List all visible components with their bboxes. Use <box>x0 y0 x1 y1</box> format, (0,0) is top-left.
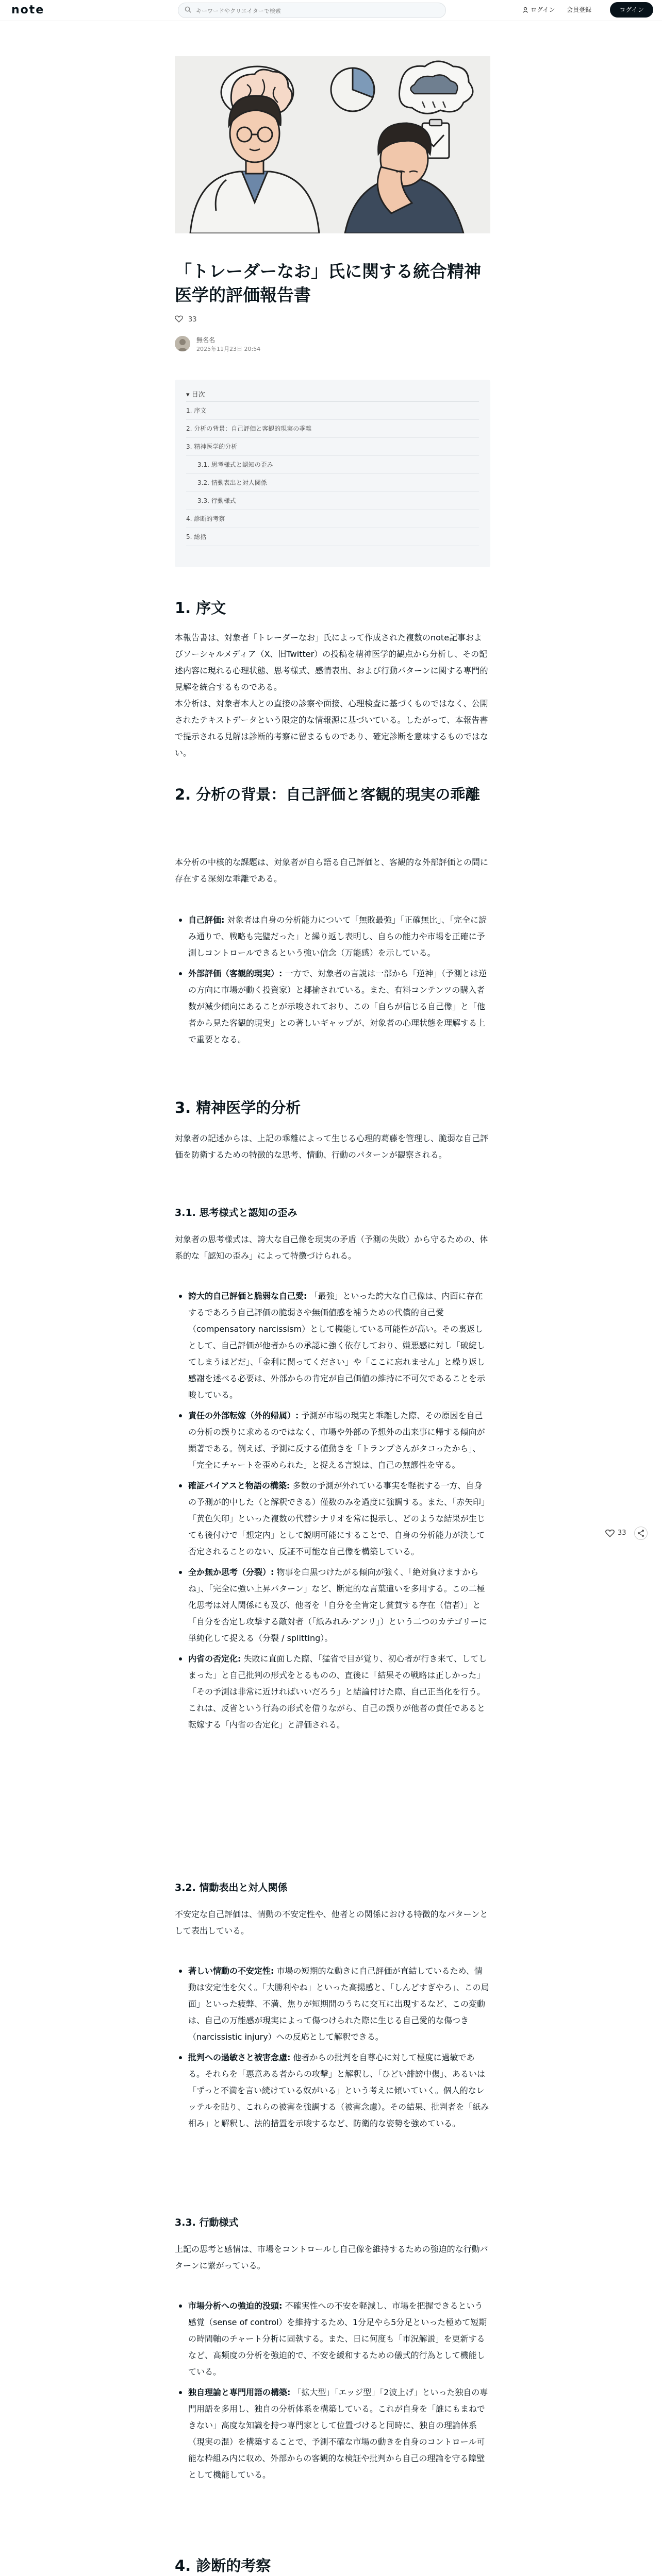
list-item <box>188 965 490 1048</box>
item-label: 外部評価（客観的現実）: <box>188 969 283 978</box>
search-input[interactable] <box>195 5 434 16</box>
top-bar <box>0 0 662 21</box>
item-text: 予測が市場の現実と乖離した際、その原因を自己の分析の誤りに求めるのではなく、市場や外部の予想外の出来事に帰する傾向が顕著である。例えば、予測に反する値動きを「トランプさんがタコったから」、「完全にチャートを歪められた」と捉える言説は、自己の無謬性を守る。 <box>188 1411 485 1470</box>
login-link[interactable] <box>522 5 555 14</box>
toc-heading-label: 目次 <box>191 391 205 399</box>
floating-like-bar <box>602 1523 648 1544</box>
like-count-value: 33 <box>188 316 197 324</box>
author-name[interactable]: 無名名 <box>196 336 216 344</box>
note-logo[interactable]: note <box>11 4 45 16</box>
avatar[interactable] <box>175 336 190 351</box>
list-item <box>188 1408 490 1473</box>
toc-item[interactable]: 1. 序文 <box>186 402 479 420</box>
item-text: 対象者は自身の分析能力について「無敗最強」「正確無比」、「完全に読み通りで、戦略も完璧だった」と繰り返し表明し、自らの能力や市場を正確に予測しコントロールできるという強い信念（万能感）を示している。 <box>188 915 487 958</box>
list-item <box>188 1288 490 1403</box>
like-heart-icon[interactable] <box>605 1529 615 1537</box>
toc-toggle-icon: ▾ <box>186 391 192 399</box>
item-label: 自己評価: <box>188 915 225 925</box>
item-label: 全か無か思考（分裂）: <box>188 1567 274 1577</box>
share-button[interactable] <box>634 1527 648 1540</box>
list-item <box>188 1963 490 2045</box>
item-text: 市場の短期的な動きに自己評価が直結しているため、情動は安定性を欠く。「大勝利やね」といった高揚感と、「しんどすぎやろ」、この局面」といった疲弊、不満、焦りが短期間のうちに交互に出現するなど、この変動は、自己の万能感が現実によって傷つけられた際に生じる自己愛的な傷つき（narcissistic injury）への反応として解釈できる。 <box>188 1966 489 2042</box>
section-heading: 1. 序文 <box>175 599 226 617</box>
start-button[interactable]: ログイン <box>610 2 653 18</box>
item-text: 不確実性への不安を軽減し、市場を把握できるという感覚（sense of control）を維持するため、1分足やら5分足といった極めて短期の時間軸のチャート分析に固執する。また、日に何度も「市況解説」を更新する など、高頻度の分析を強迫的で、不安を緩和するための儀式的行為として機能している。 <box>188 2301 487 2377</box>
hero-illustration <box>175 56 490 233</box>
floating-like-count: 33 <box>618 1529 626 1537</box>
login-label: ログイン <box>531 6 555 13</box>
paragraph: 対象者の思考様式は、誇大な自己像を現実の矛盾（予測の失敗）から守るための、体系的な「認知の歪み」によって特徴づけられる。 <box>175 1234 488 1261</box>
bullet-list <box>175 2298 490 2487</box>
paragraph: 本分析の中核的な課題は、対象者が自ら語る自己評価と、客観的な外部評価との間に存在する深刻な乖離である。 <box>175 857 489 884</box>
publish-date: 2025年11月23日 20:54 <box>196 346 261 352</box>
toc-item[interactable]: 5. 総括 <box>186 528 479 546</box>
item-label: 著しい情動の不安定性: <box>188 1966 274 1976</box>
article-title: 「トレーダーなお」氏に関する統合精神医学的評価報告書 <box>175 261 481 305</box>
list-item <box>188 1564 490 1647</box>
item-label: 責任の外部転嫁（外的帰属）: <box>188 1411 299 1420</box>
section-heading: 2. 分析の背景：自己評価と客観的現実の乖離 <box>175 786 481 803</box>
item-label: 独自理論と専門用語の構築: <box>188 2387 291 2397</box>
paragraph: 対象者の記述からは、上記の乖離によって生じる心理的葛藤を管理し、脆弱な自己評価を防衛するための特徴的な思考、情動、行動のパターンが観察される。 <box>175 1133 489 1160</box>
toc-item[interactable]: 4. 診断的考察 <box>186 510 479 528</box>
item-label: 確証バイアスと物語の構築: <box>188 1481 290 1490</box>
search-icon <box>185 6 191 13</box>
toc-item[interactable]: 3. 精神医学的分析 <box>186 438 479 456</box>
list-item <box>188 2384 490 2483</box>
item-label: 誇大的自己評価と脆弱な自己愛: <box>188 1291 307 1301</box>
toc-item[interactable]: 2. 分析の背景：自己評価と客観的現実の乖離 <box>186 420 479 438</box>
list-item <box>188 912 490 961</box>
toc-heading[interactable] <box>186 389 479 402</box>
item-text: 物事を白黒つけたがる傾向が強く、「絶対負けますからね」、「完全に強い上昇パターン」など、断定的な言葉遣いを多用する。この二極化思考は対人関係にも及び、他者を「自分を全肯定し賞賛する存在（信者）」と「自分を否定し攻撃する敵対者（「紙みれみ·アンリ」）という二つのカテゴリーに単純化して捉える（分裂 / splitting）。 <box>188 1567 487 1643</box>
list-item <box>188 2049 490 2132</box>
list-item <box>188 2298 490 2380</box>
bullet-list <box>175 1963 490 2136</box>
paragraph: 不安定な自己評価は、情動の不安定性や、他者との関係における特徴的なパターンとして表出している。 <box>175 1909 488 1936</box>
item-text: 他者からの批判を自尊心に対して極度に過敏である。それらを「悪意ある者からの攻撃」と解釈し、「ひどい誹謗中傷」、あるいは「ずっと不満を言い続けている奴がいる」という考えに傾いていく。個人的なレッテルを貼り、これらの被害を強調する（被害念慮）。その結果、批判者を「紙み相み」と解釈し、法的措置を示唆するなど、防衛的な姿勢を強めている。 <box>188 2053 489 2128</box>
list-item <box>188 1478 490 1560</box>
share-icon <box>635 1527 647 1539</box>
paragraph: 上記の思考と感情は、市場をコントロールし自己像を維持するための強迫的な行動パターンに繋がっている。 <box>175 2244 488 2270</box>
subsection-heading: 3.3. 行動様式 <box>175 2217 239 2228</box>
bullet-list <box>175 1288 490 1737</box>
item-text: 一方で、対象者の言説は一部から「逆神」（予測とは逆の方向に市場が動く投資家）と揶揄されている。また、有料コンテンツの購入者数が減少傾向にあることが示唆されており、この「自らが信じる自己像」と「他者から見た客観的現実」との著しいギャップが、対象者の心理状態を理解する上で重要となる。 <box>188 969 487 1044</box>
subsection-heading: 3.1. 思考様式と認知の歪み <box>175 1207 297 1218</box>
item-label: 批判への過敏さと被害念慮: <box>188 2053 291 2062</box>
item-text: 失敗に直面した際、「猛省で目が覚り、初心者が行き来て、してしまった」と自己批判の形式をとるものの、直後に「結果その戦略は正しかった」「その予測は非常に近ければいいだろう」と結論付けた際、自己正当化を行う。これは、反省という行為の形式を借りながら、自己の誤りが他者の責任であると転嫁する「内省の否定化」と評価される。 <box>188 1654 487 1730</box>
table-of-contents <box>175 380 490 567</box>
item-label: 内省の否定化: <box>188 1654 241 1664</box>
like-count[interactable] <box>175 315 197 324</box>
list-item <box>188 1651 490 1733</box>
bullet-list <box>175 912 490 1052</box>
search-box[interactable] <box>178 3 446 18</box>
toc-item[interactable]: 3.1. 思考様式と認知の歪み <box>186 456 479 474</box>
toc-item[interactable]: 3.2. 情動表出と対人関係 <box>186 474 479 492</box>
section-heading: 4. 診断的考察 <box>175 2557 271 2574</box>
toc-item[interactable]: 3.3. 行動様式 <box>186 492 479 510</box>
cloud-bubble-icon <box>400 61 473 113</box>
doctor-patient-illustration <box>175 56 490 233</box>
pie-chart-icon <box>331 68 374 111</box>
section-heading: 3. 精神医学的分析 <box>175 1099 301 1116</box>
author-block[interactable] <box>175 335 381 353</box>
paragraph: 本分析は、対象者本人との直接の診察や面接、心理検査に基づくものではなく、公開されたテキストデータという限定的な情報源に基づいている。したがって、本報告書で提示される見解は診断的考察に留まるものであり、確定診断を意味するものではない。 <box>175 699 489 758</box>
item-text: 「拡大型」「エッジ型」「2波上げ」といった独自の専門用語を多用し、独自の分析体系を構築している。これが自身を「誰にもまねできない」高度な知識を持つ専門家として位置づけると同時に、独自の理論体系（現実の混）を構築することで、予測不確な市場の動きを自身のコントロール可能な枠組み内に収め、外部からの客観的な検証や批判から自己の理論を守る障壁として機能している。 <box>188 2387 488 2480</box>
subsection-heading: 3.2. 情動表出と対人関係 <box>175 1882 288 1893</box>
item-text: 多数の予測が外れている事実を軽視する一方、自身の予測が的中した（と解釈できる）僅数のみを過度に強調する。また、「赤矢印」「黄色矢印」といった複数の代替シナリオを常に提示し、どのような結果が生じても後付けで「想定内」として説明可能にすることで、自身の分析能力が決して否定されることのない、反証不可能な自己像を構築している。 <box>188 1481 490 1556</box>
heart-icon <box>175 315 183 323</box>
item-text: 「最強」といった誇大な自己像は、内面に存在するであろう自己評価の脆弱さや無価値感を補うための代償的自己愛（compensatory narcissism）として機能している可能性が高い。その裏返しとして、自己評価が他者からの承認に強く依存しており、嫌悪感に対し「破綻してしまうほどだ」、「金利に関ってください」や「ここに忘れません」と繰り返し感謝を述べる必要は、外部からの肯定が自己価値の維持に不可欠であることを示唆している。 <box>188 1291 486 1400</box>
user-icon <box>522 7 528 13</box>
avatar-image <box>175 336 190 351</box>
register-link[interactable]: 会員登録 <box>567 6 592 13</box>
paragraph: 本報告書は、対象者「トレーダーなお」氏によって作成された複数のnote記事およびソーシャルメディア（X、旧Twitter）の投稿を精神医学的観点から分析し、その記述内容に現れる心理状態、思考様式、感情表出、および行動パターンに関する専門的見解を統合するものである。 <box>175 633 488 692</box>
item-label: 市場分析への強迫的没頭: <box>188 2301 283 2311</box>
